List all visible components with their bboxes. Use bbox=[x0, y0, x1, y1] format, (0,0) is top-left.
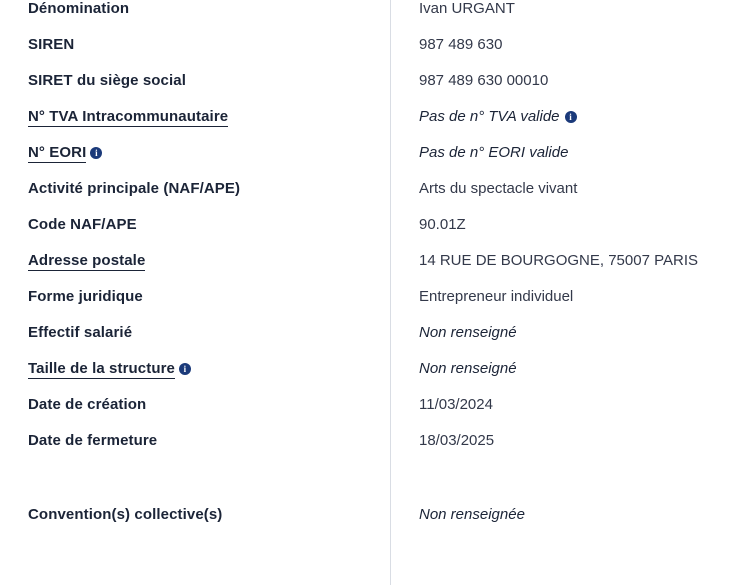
table-row bbox=[0, 324, 750, 360]
field-label: Dénomination bbox=[28, 0, 130, 17]
field-label: Effectif salarié bbox=[28, 324, 133, 341]
info-icon[interactable]: i bbox=[90, 147, 102, 159]
field-label-cell bbox=[0, 36, 390, 53]
table-row-spacer bbox=[0, 468, 750, 506]
field-label: Activité principale (NAF/APE) bbox=[28, 180, 241, 197]
field-label-cell bbox=[0, 216, 390, 233]
field-value: 14 RUE DE BOURGOGNE, 75007 PARIS bbox=[419, 252, 698, 269]
field-value-cell bbox=[390, 396, 750, 413]
field-label-cell bbox=[0, 360, 390, 377]
table-row bbox=[0, 180, 750, 216]
field-label: SIREN bbox=[28, 36, 75, 53]
table-row bbox=[0, 252, 750, 288]
field-value: Entrepreneur individuel bbox=[419, 288, 574, 305]
field-label: Code NAF/APE bbox=[28, 216, 137, 233]
field-value-cell bbox=[390, 72, 750, 89]
field-label[interactable]: Taille de la structure bbox=[28, 360, 175, 377]
table-row bbox=[0, 108, 750, 144]
field-label-cell bbox=[0, 506, 390, 523]
field-value: 987 489 630 00010 bbox=[419, 72, 549, 89]
field-label-cell bbox=[0, 288, 390, 305]
field-value: 18/03/2025 bbox=[419, 432, 495, 449]
field-value: Ivan URGANT bbox=[419, 0, 515, 17]
field-value: Non renseignée bbox=[419, 506, 525, 523]
field-label: Date de création bbox=[28, 396, 147, 413]
field-label-cell bbox=[0, 396, 390, 413]
field-value: Pas de n° TVA valide bbox=[419, 108, 560, 125]
field-value: 90.01Z bbox=[419, 216, 466, 233]
field-label[interactable]: N° EORI bbox=[28, 144, 87, 161]
field-value: Non renseigné bbox=[419, 360, 517, 377]
field-value-cell bbox=[390, 324, 750, 341]
table-row bbox=[0, 360, 750, 396]
info-icon[interactable]: i bbox=[565, 111, 577, 123]
field-value: Arts du spectacle vivant bbox=[419, 180, 578, 197]
field-label-cell bbox=[0, 144, 390, 161]
field-label-cell bbox=[0, 432, 390, 449]
table-row bbox=[0, 432, 750, 468]
field-label: Date de fermeture bbox=[28, 432, 158, 449]
field-label: Forme juridique bbox=[28, 288, 143, 305]
table-row bbox=[0, 396, 750, 432]
field-label: Convention(s) collective(s) bbox=[28, 506, 223, 523]
field-label-cell bbox=[0, 72, 390, 89]
field-value: 987 489 630 bbox=[419, 36, 503, 53]
table-row bbox=[0, 0, 750, 36]
field-value-cell bbox=[390, 252, 750, 269]
field-value: Non renseigné bbox=[419, 324, 517, 341]
field-label-cell bbox=[0, 0, 390, 17]
field-value-cell bbox=[390, 288, 750, 305]
field-label-cell bbox=[0, 324, 390, 341]
table-row bbox=[0, 144, 750, 180]
info-icon[interactable]: i bbox=[179, 363, 191, 375]
field-value-cell bbox=[390, 0, 750, 17]
table-row bbox=[0, 288, 750, 324]
field-value-cell bbox=[390, 432, 750, 449]
field-value: Pas de n° EORI valide bbox=[419, 144, 569, 161]
field-label-cell bbox=[0, 252, 390, 269]
field-value-cell bbox=[390, 180, 750, 197]
field-label-cell bbox=[0, 180, 390, 197]
field-value-cell bbox=[390, 144, 750, 161]
field-value-cell bbox=[390, 216, 750, 233]
field-value-cell bbox=[390, 36, 750, 53]
field-label[interactable]: Adresse postale bbox=[28, 252, 146, 269]
table-row bbox=[0, 36, 750, 72]
field-value-cell bbox=[390, 360, 750, 377]
field-value: 11/03/2024 bbox=[419, 396, 493, 413]
field-label[interactable]: N° TVA Intracommunautaire bbox=[28, 108, 229, 125]
field-value-cell bbox=[390, 108, 750, 125]
field-value-cell bbox=[390, 506, 750, 523]
table-row bbox=[0, 216, 750, 252]
field-label-cell bbox=[0, 108, 390, 125]
table-row bbox=[0, 506, 750, 542]
table-row bbox=[0, 72, 750, 108]
field-label: SIRET du siège social bbox=[28, 72, 186, 89]
